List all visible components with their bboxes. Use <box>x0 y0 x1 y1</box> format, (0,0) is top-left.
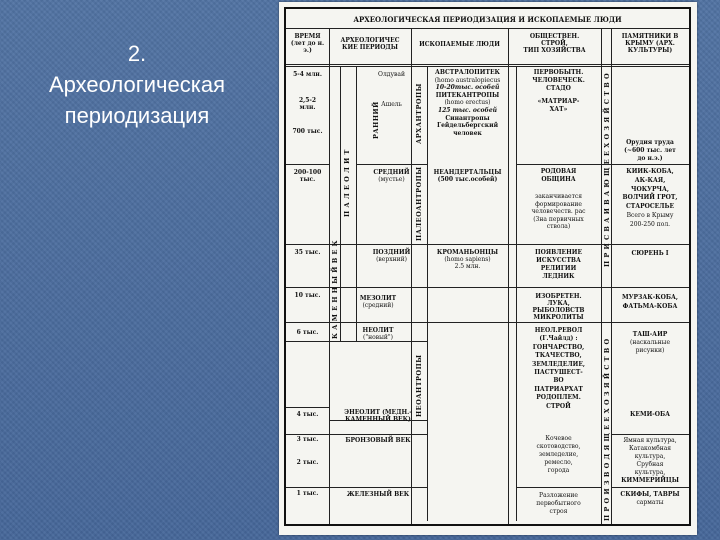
periodization-table-image <box>279 2 697 535</box>
slide-title-line: периодизация <box>64 103 210 128</box>
crimea-siuren: СЮРЕНЬ I <box>631 250 669 257</box>
header-periods: АРХЕОЛОГИЧЕС КИЕ ПЕРИОДЫ <box>340 37 400 51</box>
grid-line <box>329 28 330 524</box>
grid-line <box>286 341 427 342</box>
grid-line <box>286 434 427 435</box>
grid-line <box>356 164 427 165</box>
grid-line <box>286 407 329 408</box>
period-oldowan: Олдувай <box>378 71 405 78</box>
society-herding: Кочевое скотоводство, земледелие, ремесло, города <box>536 435 581 474</box>
grid-line <box>611 487 689 488</box>
table-title: АРХЕОЛОГИЧЕСКАЯ ПЕРИОДИЗАЦИЯ И ИСКОПАЕМЫЕ ЛЮДИ <box>353 15 622 24</box>
time-label: 1 тыс. <box>296 490 319 497</box>
period-neolithic: НЕОЛИТ ("новый") <box>362 327 394 341</box>
grid-line <box>611 434 689 435</box>
period-bronze: БРОНЗОВЫЙ ВЕК <box>345 437 411 444</box>
society-neolithic-revolution: НЕОЛ.РЕВОЛ (Г.Чайлд) : ГОНЧАРСТВО, ТКАЧЕСТВО, ЗЕМЛЕДЕЛИЕ, ПАСТУШЕСТ- ВО ПАТРИАРХАТ РОДОПЛЕМ. СТРОЙ <box>532 327 585 410</box>
time-label: 2 тыс. <box>296 459 319 466</box>
time-label: 3 тыс. <box>296 436 319 443</box>
slide-title-line: Археологическая <box>49 72 225 97</box>
grid-line <box>286 28 689 29</box>
producing-economy-label: П Р О И З В О Д Я Щ Е Е Х О З Я Й С Т В О <box>603 338 611 521</box>
grid-line <box>286 164 329 165</box>
crimea-tools: Орудия труда (~600 тыс. лет до н.э.) <box>624 139 676 162</box>
paleolit-label: П А Л Е О Л И Т <box>343 149 351 217</box>
time-label: 4 тыс. <box>296 411 319 418</box>
header-crimea: ПАМЯТНИКИ В КРЫМУ (АРХ. КУЛЬТУРЫ) <box>621 33 679 54</box>
society-clan: РОДОВАЯ ОБЩИНА заканчивается формирование человечеств. рас (3на первичных стволa) <box>531 168 586 230</box>
paleoanthropes-label: ПАЛЕОАНТРОПЫ <box>415 166 423 241</box>
crimea-tash-air: ТАШ-АИР (наскальные рисунки) <box>629 331 670 354</box>
time-label: 6 тыс. <box>296 329 319 336</box>
archanthropes-label: АРХАНТРОПЫ <box>415 83 423 144</box>
society-decay: Разложение первобытного строя <box>536 492 581 515</box>
grid-line <box>286 287 689 288</box>
grid-line <box>516 487 601 488</box>
grid-line <box>286 322 689 323</box>
grid-line <box>286 66 689 67</box>
crimea-kemi-oba: КЕМИ-ОБА <box>629 411 671 418</box>
society-art: ПОЯВЛЕНИЕ ИСКУССТВА РЕЛИГИИ ЛЕДНИК <box>534 249 583 280</box>
crimea-cultures: Ямная культура, Катакомбная культура, Срубная культура, КИММЕРИЙЦЫ <box>621 437 679 484</box>
header-time: ВРЕМЯ (лет до н. э.) <box>290 33 325 54</box>
slide-title-number: 2. <box>127 41 147 66</box>
time-label: млн. <box>299 104 316 111</box>
period-mesolithic: МЕЗОЛИТ (средний) <box>359 295 397 309</box>
header-fossils: ИСКОПАЕМЫЕ ЛЮДИ <box>419 41 500 48</box>
period-acheul: Ашель <box>381 101 402 108</box>
period-late: ПОЗДНИЙ (верхний) <box>372 249 411 263</box>
slide-title <box>6 38 268 131</box>
crimea-scythians: СКИФЫ, ТАВРЫ сарматы <box>620 491 680 506</box>
grid-line <box>508 28 509 524</box>
grid-line <box>286 244 689 245</box>
grid-line <box>286 487 427 488</box>
neoanthropes-label: НЕОАНТРОПЫ <box>415 354 423 417</box>
appropriating-economy-label: П Р И С В А И В А Ю Щ Е Е Х О З Я Й С Т В О <box>603 72 611 267</box>
grid-line <box>601 28 602 524</box>
grid-line <box>286 64 689 65</box>
time-label: 10 тыс. <box>294 292 321 299</box>
fossil-neanderthals: НЕАНДЕРТАЛЬЦЫ (500 тыс.особей) <box>433 169 502 183</box>
time-label: 5-4 млн. <box>293 71 322 78</box>
time-label: тыс. <box>299 176 316 183</box>
crimea-kiik-koba: КИИК-КОБА, АК-КАЯ, ЧОКУРЧА, ВОЛЧИЙ ГРОТ, СТАРОСЕЛЬЕ Всего в Крыму 200-250 пол. <box>622 168 678 228</box>
time-label: 2,5-2 <box>298 97 317 104</box>
time-label: 700 тыс. <box>292 128 323 135</box>
society-herd: ПЕРВОБЫТН. ЧЕЛОВЕЧЕСК. СТАДО «МАТРИАР- ХАТ» <box>532 69 585 113</box>
header-society: ОБЩЕСТВЕН. СТРОЙ, ТИП ХОЗЯЙСТВА <box>523 33 586 54</box>
table-frame <box>284 7 691 526</box>
stone-age-label: К А М Е Н Н Ы Й В Е К <box>331 239 339 339</box>
crimea-murzak-koba: МУРЗАК-КОБА, ФАТЬМА-КОБА <box>622 294 678 310</box>
time-label: 200-100 <box>293 169 322 176</box>
period-early: РАННИЙ <box>372 101 380 139</box>
time-label: 35 тыс. <box>294 249 321 256</box>
period-iron: ЖЕЛЕЗНЫЙ ВЕК <box>346 491 410 498</box>
fossil-australopithecus: АВСТРАЛОПИТЕК (homo australopiecus 10-20тыс. особей ПИТЕКАНТРОПЫ (homo erectus) 125 тыс. особей Синантропы Гейдельбергский человек <box>434 69 501 137</box>
period-middle: СРЕДНИЙ (мустье) <box>373 169 410 183</box>
fossil-cromagnons: КРОМАНЬОНЦЫ (homo sapiens) 2.5 млн. <box>436 249 499 270</box>
society-inventions: ИЗОБРЕТЕН. ЛУКА, РЫБОЛОВСТВ МИКРОЛИТЫ <box>532 293 585 321</box>
period-eneolithic: ЭНЕОЛИТ (МЕДН.- КАМЕННЫЙ ВЕК) <box>344 409 412 423</box>
